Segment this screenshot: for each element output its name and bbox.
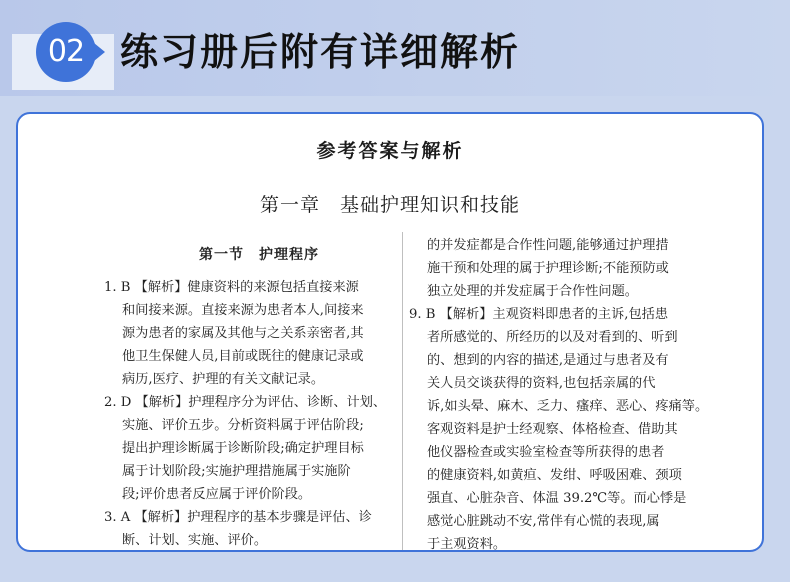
text-line: 他卫生保健人员,目前或既往的健康记录或 — [122, 349, 364, 364]
column-divider — [402, 232, 403, 552]
section-title: 第一节 护理程序 — [199, 247, 319, 263]
text-line: 和间接来源。直接来源为患者本人,间接来 — [122, 303, 364, 318]
text-line: 独立处理的并发症属于合作性问题。 — [427, 284, 638, 299]
section-number-badge: 02 — [36, 22, 96, 82]
text-line: 的、想到的内容的描述,是通过与患者及有 — [427, 353, 669, 368]
text-line: 9. B 【解析】主观资料即患者的主诉,包括患 — [409, 307, 669, 322]
text-line: 者所感觉的、所经历的以及对看到的、听到 — [427, 330, 678, 345]
header-title: 练习册后附有详细解析 — [120, 30, 521, 74]
text-line: 的健康资料,如黄疸、发绀、呼吸困难、颈项 — [427, 468, 682, 483]
text-line: 的并发症都是合作性问题,能够通过护理措 — [427, 238, 669, 253]
text-line: 客观资料是护士经观察、体格检查、借助其 — [427, 422, 678, 437]
document-title: 参考答案与解析 — [316, 140, 464, 162]
text-line: 强直、心脏杂音、体温 39.2℃等。而心悸是 — [427, 491, 687, 506]
text-line: 病历,医疗、护理的有关文献记录。 — [122, 372, 325, 387]
text-line: 1. B 【解析】健康资料的来源包括直接来源 — [104, 280, 359, 295]
text-line: 施干预和处理的属于护理诊断;不能预防或 — [427, 261, 669, 276]
text-line: 3. A 【解析】护理程序的基本步骤是评估、诊 — [104, 510, 372, 525]
text-line: 他仪器检查或实验室检查等所获得的患者 — [427, 445, 665, 460]
text-line: 2. D 【解析】护理程序分为评估、诊断、计划、 — [104, 395, 387, 410]
document-preview — [16, 112, 764, 552]
text-line: 提出护理诊断属于诊断阶段;确定护理目标 — [122, 441, 364, 456]
text-line: 诉,如头晕、麻木、乏力、瘙痒、恶心、疼痛等。 — [427, 399, 709, 414]
text-line: 段;评价患者反应属于评价阶段。 — [122, 487, 312, 502]
badge-arrow-icon — [94, 43, 105, 61]
text-line: 于主观资料。 — [427, 537, 507, 552]
right-column — [409, 234, 709, 552]
text-line: 属于计划阶段;实施护理措施属于实施阶 — [122, 464, 351, 479]
left-column — [104, 234, 394, 552]
text-line: 感觉心脏跳动不安,常伴有心慌的表现,属 — [427, 514, 660, 529]
text-line: 源为患者的家属及其他与之关系亲密者,其 — [122, 326, 364, 341]
text-line: 实施、评价五步。分析资料属于评估阶段; — [122, 418, 364, 433]
text-line: 断、计划、实施、评价。 — [122, 533, 268, 548]
text-line: 关人员交谈获得的资料,也包括亲属的代 — [427, 376, 656, 391]
chapter-title: 第一章 基础护理知识和技能 — [259, 194, 520, 216]
